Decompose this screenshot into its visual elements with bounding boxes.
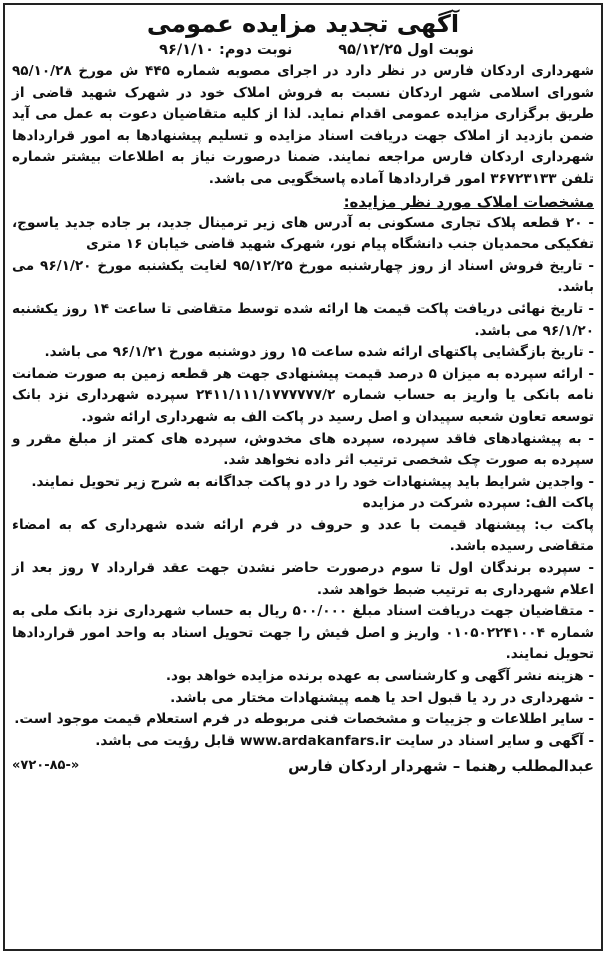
condition-item: - تاریخ فروش اسناد از روز چهارشنبه مورخ ۹۵/۱۲/۲۵ لغایت یکشنبه مورخ ۹۶/۱/۲۰ می باشد. bbox=[12, 257, 594, 296]
condition-item: - هزینه نشر آگهی و کارشناسی به عهده برنده مزایده خواهد بود. bbox=[165, 668, 594, 685]
condition-item: - تاریخ نهائی دریافت پاکت قیمت ها ارائه شده توسط متقاضی تا ساعت ۱۴ روز یکشنبه ۹۶/۱/۲۰ می باشد. bbox=[12, 300, 594, 339]
condition-item: - واجدین شرایط باید پیشنهادات خود را در دو پاکت جداگانه به شرح زیر تحویل نمایند. bbox=[31, 473, 594, 490]
signature: عبدالمطلب رهنما – شهردار اردکان فارس bbox=[288, 757, 594, 776]
condition-item: - ارائه سپرده به میزان ۵ درصد قیمت پیشنهادی جهت هر قطعه زمین به صورت ضمانت نامه بانکی یا واریز به حساب شماره ۲۴۱۱/۱۱۱/۱۷۷۷۷۷۷/۲ سپرده شهرداری نزد بانک توسعه تعاون شعبه سپیدان و اصل رسید در پاکت الف به شهرداری ارائه شود. bbox=[12, 365, 594, 425]
notice-frame bbox=[3, 3, 603, 951]
section-heading: مشخصات املاک مورد نظر مزایده: bbox=[343, 192, 594, 211]
website-link[interactable]: www.ardakanfars.ir bbox=[239, 732, 392, 749]
condition-item: - متقاضیان جهت دریافت اسناد مبلغ ۵۰۰/۰۰۰ ریال به حساب شهرداری نزد بانک ملی به شماره ۰۱۰۵۰۲۲۴۱۰۰۴ واریز و اصل فیش را جهت تحویل اسناد به واحد امور قراردادها تحویل نمایند. bbox=[12, 603, 595, 663]
condition-item: - سپرده برندگان اول تا سوم درصورت حاضر نشدن جهت عقد قرارداد ۷ روز بعد از اعلام شهرداری به ترتیب ضبط خواهد شد. bbox=[12, 560, 594, 598]
condition-item: - سایر اطلاعات و جزییات و مشخصات فنی مربوطه در فرم استعلام قیمت موجود است. bbox=[14, 711, 594, 728]
website-item-after: قابل رؤیت می باشد. bbox=[95, 732, 236, 749]
first-publication-date: نوبت اول ۹۵/۱۲/۲۵ bbox=[338, 42, 474, 58]
publication-dates bbox=[12, 39, 594, 61]
notice-title: آگهی تجدید مزایده عمومی bbox=[146, 10, 460, 38]
condition-item: - به پیشنهادهای فاقد سپرده، سپرده های مخدوش، سپرده های کمتر از مبلغ مقرر و سپرده به صورت چک شخصی ترتیب اثر داده نخواهد شد. bbox=[12, 430, 594, 469]
condition-item: - ۲۰ قطعه پلاک تجاری مسکونی به آدرس های زیر ترمینال جدید، بر جاده جدید یاسوج، تفکیکی محمدیان جنب دانشگاه پیام نور، شهرک شهید قاضی خیابان ۱۶ متری bbox=[12, 214, 594, 253]
signature-row bbox=[12, 754, 594, 778]
second-publication-date: نوبت دوم: ۹۶/۱/۱۰ bbox=[159, 42, 293, 58]
intro-paragraph: شهرداری اردکان فارس در نظر دارد در اجرای مصوبه شماره ۴۴۵ ش مورخ ۹۵/۱۰/۲۸ شورای اسلامی شهر اردکان نسبت به فروش املاک خود در شهرک شهید قاضی از طریق برگزاری مزایده عمومی اقدام نماید. لذا از کلیه متقاضیان دعوت به عمل می آید ضمن بازدید از املاک جهت دریافت اسناد مزایده و تسلیم پیشنهادها به امور قراردادها شهرداری اردکان فارس مراجعه نمایند. ضمنا درصورت نیاز به اطلاعات بیشتر شماره تلفن ۳۶۷۲۳۱۳۳ امور قراردادها آماده پاسخگویی می باشد. bbox=[12, 63, 594, 187]
notice-body bbox=[12, 9, 594, 945]
website-item-before: - آگهی و سایر اسناد در سایت bbox=[395, 732, 594, 749]
condition-item: پاکت الف: سپرده شرکت در مزایده bbox=[362, 495, 594, 512]
ad-code: «۷۲۰-۸۵-» bbox=[12, 758, 80, 774]
website-item bbox=[12, 731, 594, 753]
condition-item: - شهرداری در رد یا قبول احد یا همه پیشنهادات مختار می باشد. bbox=[170, 689, 594, 706]
condition-item: پاکت ب: پیشنهاد قیمت با عدد و حروف در فرم ارائه شده شهرداری که به امضاء متقاضی رسیده باشد. bbox=[12, 516, 594, 555]
condition-item: - تاریخ بازگشایی پاکتهای ارائه شده ساعت ۱۵ روز دوشنبه مورخ ۹۶/۱/۲۱ می باشد. bbox=[44, 344, 594, 361]
